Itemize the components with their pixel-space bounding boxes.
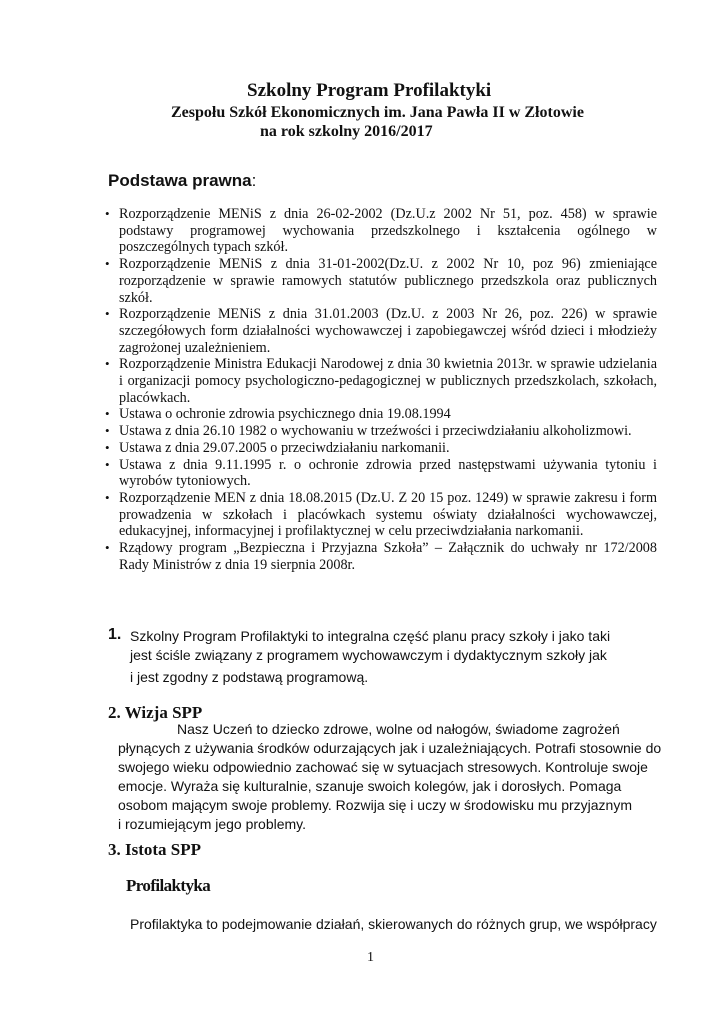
section2-line: osobom mającym swoje problemy. Rozwija się i uczy w środowisku mu przyjaznym xyxy=(118,797,633,813)
section2-line: Nasz Uczeń to dziecko zdrowe, wolne od nałogów, świadome zagrożeń xyxy=(177,721,620,737)
section2-heading: 2. Wizja SPP xyxy=(108,703,203,722)
section3-paragraph: Profilaktyka to podejmowanie działań, skierowanych do różnych grup, we współpracy xyxy=(130,916,657,932)
list-item: • Rozporządzenie MEN z dnia 18.08.2015 (Dz.U. Z 20 15 poz. 1249) w sprawie zakresu i form prowadzenia w szkołach i placówkach systemu oświaty działalności wychowawczej, edukacyjnej, informacyjnej i profilaktycznej w celu przeciwdziałania narkomanii. xyxy=(119,490,657,540)
section2-line: i rozumiejącym jego problemy. xyxy=(118,816,307,832)
section1-line: jest ściśle związany z programem wychowawczym i dydaktycznym szkoły jak xyxy=(130,647,607,663)
list-item: • Ustawa z dnia 29.07.2005 o przeciwdziałaniu narkomanii. xyxy=(119,440,657,457)
section1-paragraph xyxy=(130,627,650,687)
list-item: • Rozporządzenie MENiS z dnia 31-01-2002(Dz.U. z 2002 Nr 10, poz 96) zmieniające rozporządzenie w sprawie ramowych statutów publicznego przedszkola oraz publicznych szkół. xyxy=(119,256,657,306)
document-title: Szkolny Program Profilaktyki xyxy=(247,80,492,101)
section3-subheading: Profilaktyka xyxy=(126,876,211,895)
list-item: • Rozporządzenie Ministra Edukacji Narodowej z dnia 30 kwietnia 2013r. w sprawie udzielania i organizacji pomocy psychologiczno-pedagogicznej w publicznych przedszkolach, szkołach, placówkach. xyxy=(119,356,657,406)
list-item: • Rozporządzenie MENiS z dnia 31.01.2003 (Dz.U. z 2003 Nr 26, poz. 226) w sprawie szczegółowych form działalności wychowawczej i zapobiegawczej wśród dzieci i młodzieży zagrożonej uzależnieniem. xyxy=(119,306,657,356)
list-item: • Ustawa z dnia 26.10 1982 o wychowaniu w trzeźwości i przeciwdziałaniu alkoholizmowi. xyxy=(119,423,657,440)
list-item: • Rozporządzenie MENiS z dnia 26-02-2002 (Dz.U.z 2002 Nr 51, poz. 458) w sprawie podstawy programowej wychowania przedszkolnego i kształcenia ogólnego w poszczególnych typach szkół. xyxy=(119,206,657,256)
section2-line: swojego wieku odpowiednio zachować się w sytuacjach stresowych. Kontroluje swoje xyxy=(118,759,648,775)
section2-line: emocje. Wyraża się kulturalnie, szanuje swoich kolegów, jak i dorosłych. Pomaga xyxy=(118,778,622,794)
list-item: • Rządowy program „Bezpieczna i Przyjazna Szkoła” – Załącznik do uchwały nr 172/2008 Rady Ministrów z dnia 19 sierpnia 2008r. xyxy=(119,540,657,573)
section1-line: i jest zgodny z podstawą programową. xyxy=(130,669,369,685)
legal-basis-list xyxy=(119,206,657,573)
section1-number: 1. xyxy=(108,626,122,643)
legal-basis-heading-text: Podstawa prawna xyxy=(108,171,252,190)
page-number: 1 xyxy=(367,950,374,965)
school-name: Zespołu Szkół Ekonomicznych im. Jana Pawła II w Złotowie xyxy=(171,104,584,121)
school-year: na rok szkolny 2016/2017 xyxy=(260,123,433,140)
list-item: • Ustawa z dnia 9.11.1995 r. o ochronie zdrowia przed następstwami używania tytoniu i wyrobów tytoniowych. xyxy=(119,457,657,490)
section1-line: Szkolny Program Profilaktyki to integralna część planu pracy szkoły i jako taki xyxy=(130,628,611,644)
section2-line: płynących z używania środków odurzających jak i uzależniających. Potrafi stosownie do xyxy=(118,740,662,756)
list-item: • Ustawa o ochronie zdrowia psychicznego dnia 19.08.1994 xyxy=(119,406,657,423)
section2-paragraph xyxy=(118,720,662,834)
section3-heading: 3. Istota SPP xyxy=(108,840,202,859)
legal-basis-heading xyxy=(108,171,256,191)
legal-basis-heading-colon: : xyxy=(251,171,257,190)
